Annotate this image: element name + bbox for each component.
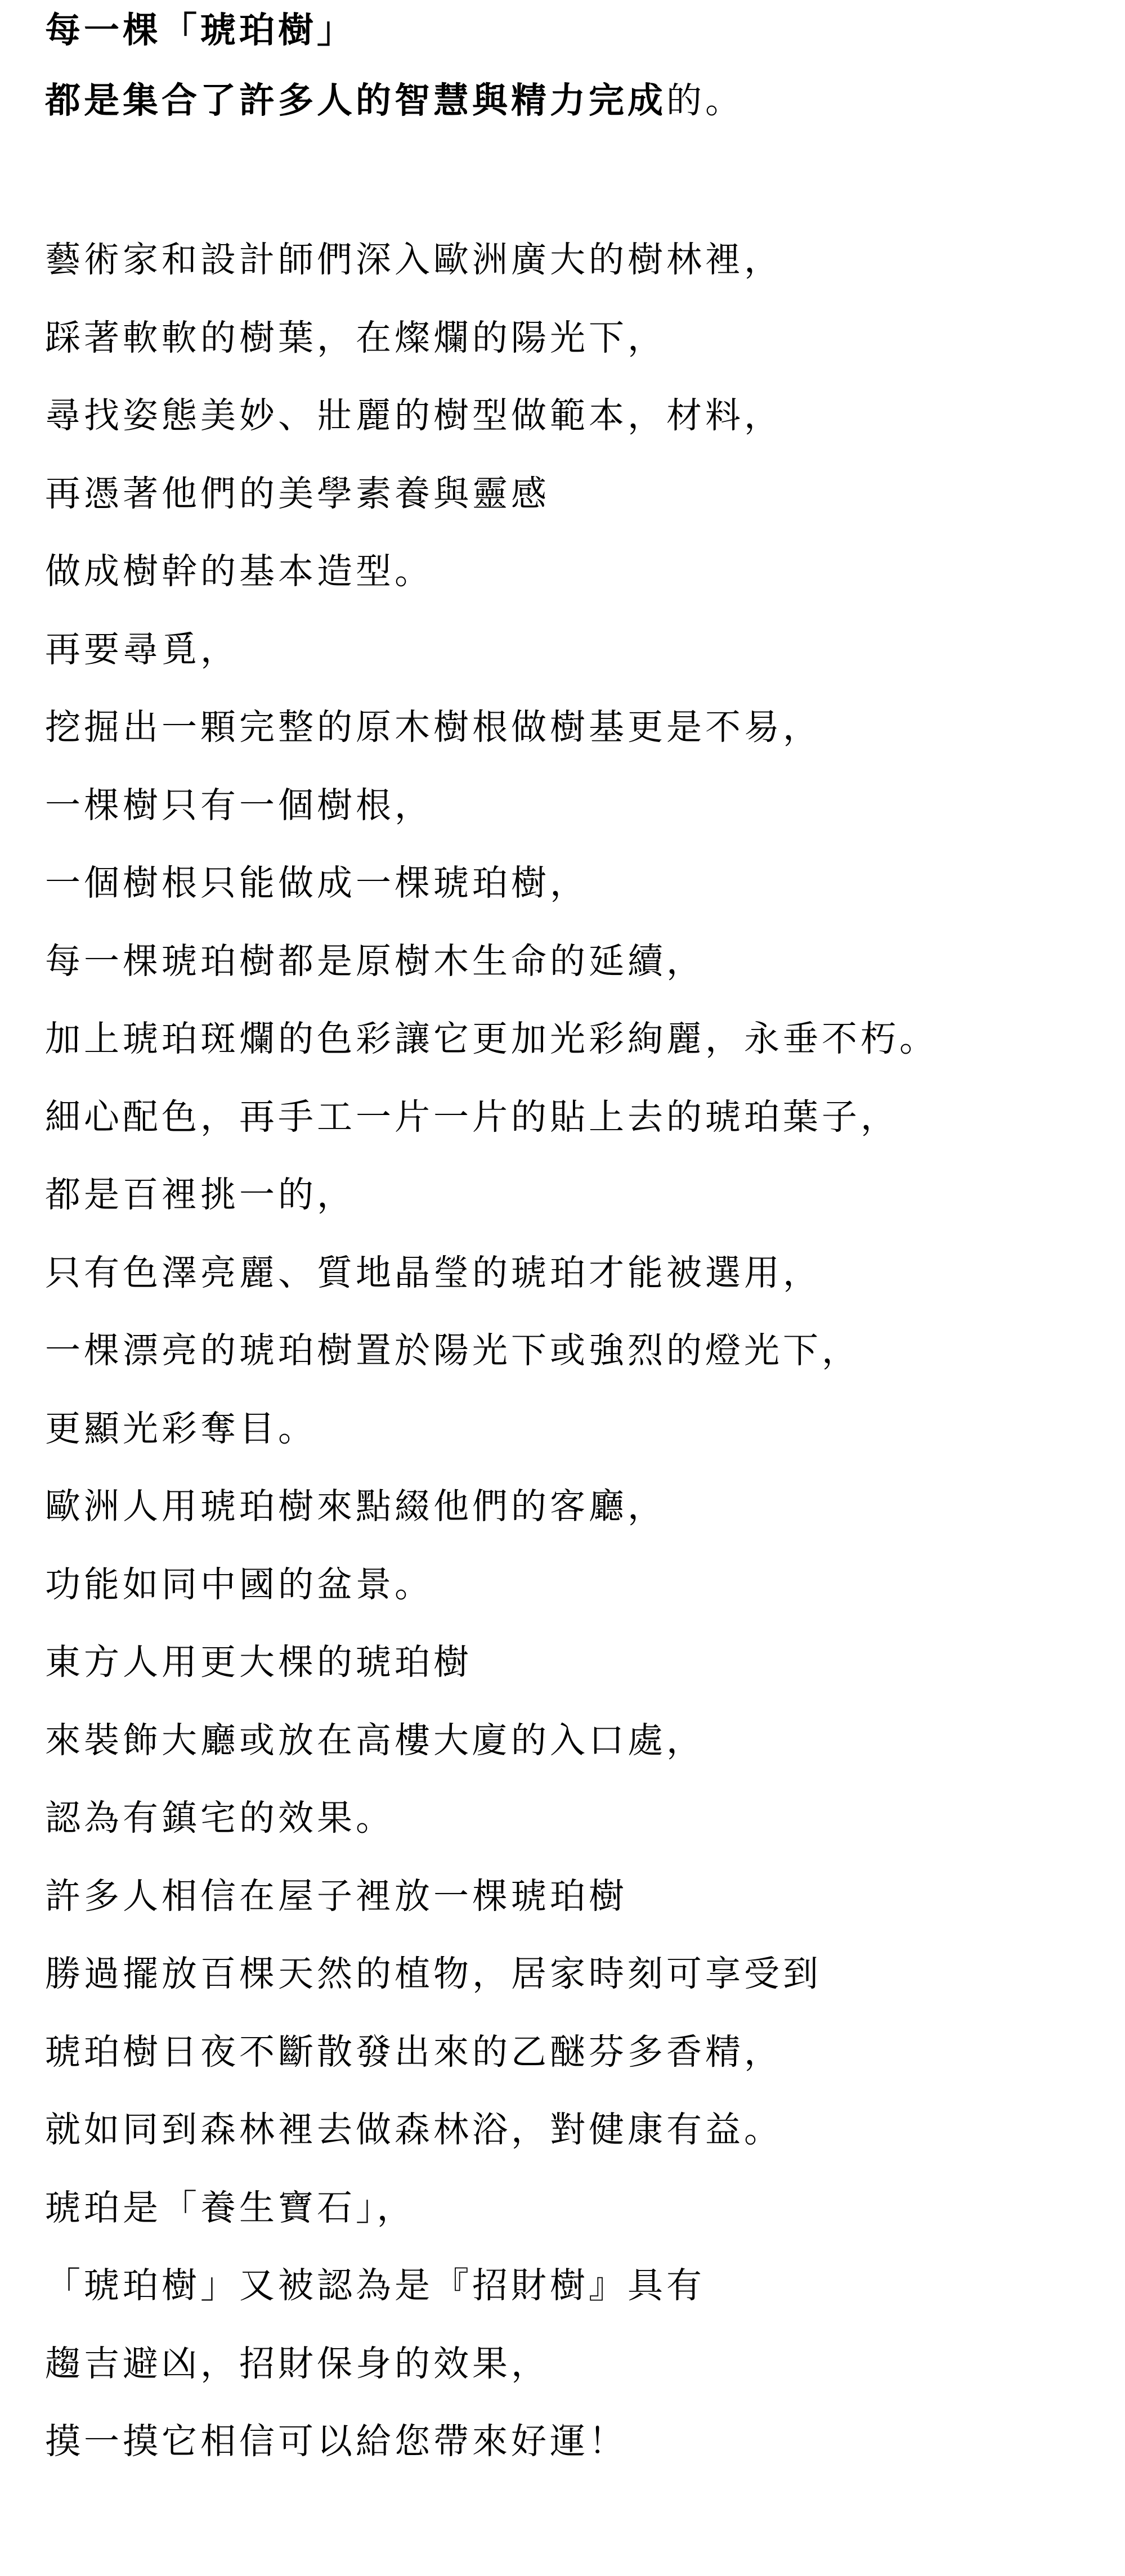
body-line: 許多人相信在屋子裡放一棵琥珀樹 (45, 1876, 628, 1917)
body-line: 摸一摸它相信可以給您帶來好運！ (45, 2421, 628, 2462)
body-line: 每一棵琥珀樹都是原樹木生命的延續， (45, 941, 705, 982)
body-line: 做成樹幹的基本造型。 (45, 551, 433, 592)
body-line: 踩著軟軟的樹葉，在燦爛的陽光下， (45, 317, 666, 358)
subtitle-tail-text: 的。 (666, 80, 744, 121)
body-line: 尋找姿態美妙、壯麗的樹型做範本，材料， (45, 395, 783, 436)
body-line: 再要尋覓， (45, 629, 239, 670)
body-line: 功能如同中國的盆景。 (45, 1564, 433, 1605)
body-line: 挖掘出一顆完整的原木樹根做樹基更是不易， (45, 707, 822, 748)
body-line: 琥珀樹日夜不斷散發出來的乙醚芬多香精， (45, 2031, 783, 2073)
body-line: 加上琥珀斑爛的色彩讓它更加光彩絢麗，永垂不朽。 (45, 1018, 938, 1059)
body-line: 藝術家和設計師們深入歐洲廣大的樹林裡， (45, 239, 783, 280)
body-line: 認為有鎮宅的效果。 (45, 1797, 395, 1838)
body-line: 「琥珀樹」又被認為是『招財樹』具有 (45, 2265, 705, 2306)
body-line: 一棵漂亮的琥珀樹置於陽光下或強烈的燈光下， (45, 1330, 860, 1371)
body-line: 細心配色，再手工一片一片的貼上去的琥珀葉子， (45, 1096, 899, 1138)
body-line: 琥珀是「養生寶石」， (45, 2187, 416, 2228)
body-line: 再憑著他們的美學素養與靈感 (45, 473, 550, 514)
body-line: 一個樹根只能做成一棵琥珀樹， (45, 862, 589, 903)
body-line: 只有色澤亮麗、質地晶瑩的琥珀才能被選用， (45, 1252, 822, 1293)
body-line: 就如同到森林裡去做森林浴，對健康有益。 (45, 2109, 783, 2150)
body-line: 歐洲人用琥珀樹來點綴他們的客廳， (45, 1486, 666, 1527)
subtitle-bold-text: 都是集合了許多人的智慧與精力完成 (45, 80, 666, 121)
body-line: 勝過擺放百棵天然的植物，居家時刻可享受到 (45, 1953, 822, 1994)
subtitle-line (45, 80, 744, 121)
body-line: 趨吉避凶，招財保身的效果， (45, 2343, 550, 2384)
body-line: 來裝飾大廳或放在高樓大廈的入口處， (45, 1720, 705, 1761)
body-line: 東方人用更大棵的琥珀樹 (45, 1642, 472, 1683)
body-line: 一棵樹只有一個樹根， (45, 785, 433, 826)
title-line: 每一棵「琥珀樹」 (45, 10, 356, 51)
body-line: 都是百裡挑一的， (45, 1174, 356, 1215)
body-line: 更顯光彩奪目。 (45, 1408, 317, 1449)
